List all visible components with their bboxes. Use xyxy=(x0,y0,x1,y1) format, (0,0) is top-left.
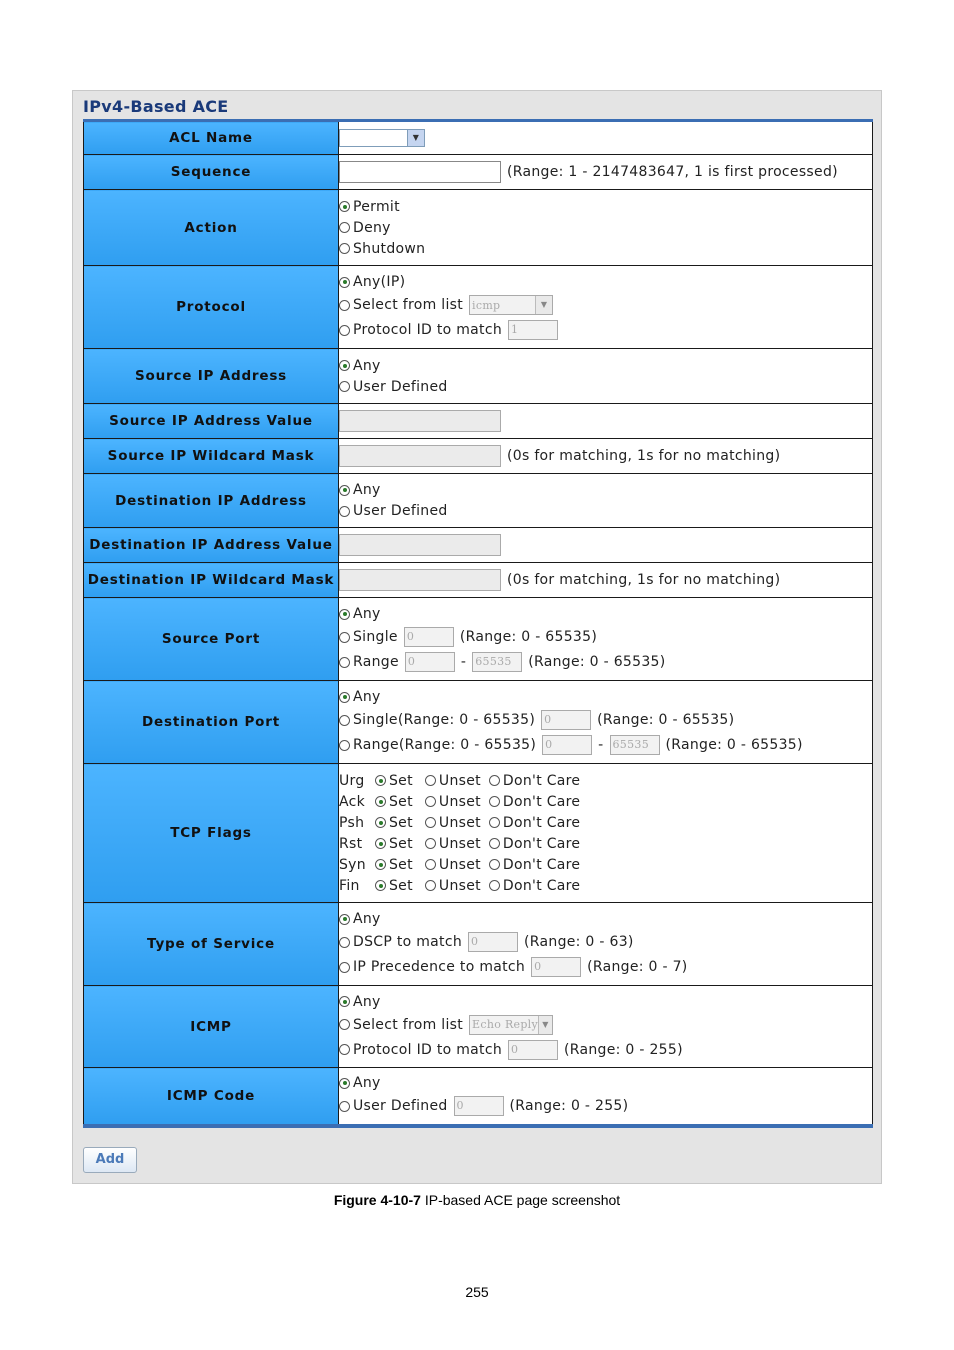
source-port-single-radio[interactable] xyxy=(339,632,350,643)
tcp-flag-urg-set-radio[interactable] xyxy=(375,775,386,786)
tcp-flag-syn-unset-radio[interactable] xyxy=(425,859,436,870)
source-port-range-hint: (Range: 0 - 65535) xyxy=(528,654,666,670)
row-icmp xyxy=(84,986,873,1068)
tos-dscp-label: DSCP to match xyxy=(353,934,463,950)
icmp-code-user-radio[interactable] xyxy=(339,1101,350,1112)
tos-label: Type of Service xyxy=(84,903,339,986)
action-deny-label: Deny xyxy=(353,219,391,236)
icmp-list-radio[interactable] xyxy=(339,1019,350,1030)
tcp-flag-name-urg: Urg xyxy=(339,772,365,789)
tcp-flag-name-fin: Fin xyxy=(339,877,360,894)
protocol-any-label: Any(IP) xyxy=(353,274,406,290)
dest-ip-any-label: Any xyxy=(353,482,381,498)
tcp-flag-set-label: Set xyxy=(389,772,413,789)
dest-port-range-hint: (Range: 0 - 65535) xyxy=(665,737,803,753)
source-port-single-label: Single xyxy=(353,629,398,645)
protocol-list-radio[interactable] xyxy=(339,300,350,311)
row-dest-ip-mask xyxy=(84,563,873,598)
protocol-list-label: Select from list xyxy=(353,297,464,313)
icmp-id-label: Protocol ID to match xyxy=(353,1041,503,1058)
add-button[interactable]: Add xyxy=(83,1147,137,1173)
dest-ip-label: Destination IP Address xyxy=(84,474,339,528)
source-port-range-radio[interactable] xyxy=(339,657,350,668)
source-port-range-from-input[interactable]: 0 xyxy=(405,652,455,672)
tcp-flag-syn-dontcare-radio[interactable] xyxy=(489,859,500,870)
tcp-flag-psh-set-radio[interactable] xyxy=(375,817,386,828)
icmp-id-hint: (Range: 0 - 255) xyxy=(564,1041,683,1058)
ace-panel xyxy=(72,90,882,1184)
tcp-flag-row-syn xyxy=(339,854,872,875)
icmp-list-select[interactable] xyxy=(469,1015,553,1035)
icmp-code-user-hint: (Range: 0 - 255) xyxy=(509,1098,629,1115)
protocol-id-radio[interactable] xyxy=(339,325,350,336)
action-permit-radio[interactable] xyxy=(339,201,350,212)
row-source-ip-value xyxy=(84,404,873,439)
dest-ip-value-label: Destination IP Address Value xyxy=(84,528,339,563)
dest-port-range-label: Range(Range: 0 - 65535) xyxy=(353,737,537,753)
tcp-flag-psh-dontcare-radio[interactable] xyxy=(489,817,500,828)
action-permit-label: Permit xyxy=(353,198,400,215)
source-port-range-dash: - xyxy=(460,654,467,670)
acl-name-label: ACL Name xyxy=(84,121,339,155)
tcp-flag-set-label: Set xyxy=(389,877,413,894)
icmp-code-any-radio[interactable] xyxy=(339,1078,350,1089)
tcp-flag-set-label: Set xyxy=(389,793,413,810)
dest-ip-user-label: User Defined xyxy=(353,503,448,519)
tcp-flags-cell xyxy=(339,764,873,903)
dest-port-range-radio[interactable] xyxy=(339,740,350,751)
icmp-list-label: Select from list xyxy=(353,1016,464,1033)
protocol-id-label: Protocol ID to match xyxy=(353,322,503,338)
source-port-single-hint: (Range: 0 - 65535) xyxy=(459,629,598,645)
sequence-input[interactable] xyxy=(339,161,501,183)
source-port-single-input[interactable]: 0 xyxy=(404,627,454,647)
tos-prec-label: IP Precedence to match xyxy=(353,959,526,975)
tcp-flag-name-psh: Psh xyxy=(339,814,365,831)
protocol-any-radio[interactable] xyxy=(339,277,350,288)
row-action xyxy=(84,190,873,266)
source-ip-any-radio[interactable] xyxy=(339,360,350,371)
tcp-flag-dontcare-label: Don't Care xyxy=(502,877,581,894)
source-port-range-to-input[interactable]: 65535 xyxy=(472,652,522,672)
source-ip-user-radio[interactable] xyxy=(339,381,350,392)
tcp-flags-label: TCP Flags xyxy=(84,764,339,903)
source-port-range-label: Range xyxy=(353,654,399,670)
dest-port-single-input[interactable]: 0 xyxy=(541,710,591,730)
tcp-flag-dontcare-label: Don't Care xyxy=(502,793,581,810)
tcp-flag-name-syn: Syn xyxy=(339,856,366,873)
protocol-label: Protocol xyxy=(84,266,339,349)
protocol-id-input[interactable]: 1 xyxy=(508,320,558,340)
tos-dscp-radio[interactable] xyxy=(339,937,350,948)
protocol-list-value: icmp xyxy=(472,298,501,312)
tcp-flag-fin-unset-radio[interactable] xyxy=(425,880,436,891)
acl-name-select[interactable] xyxy=(339,129,425,147)
chevron-down-icon: ▼ xyxy=(538,1016,552,1034)
dest-port-label: Destination Port xyxy=(84,681,339,764)
source-ip-value-input[interactable] xyxy=(339,410,501,432)
row-source-ip xyxy=(84,349,873,404)
tcp-flag-syn-set-radio[interactable] xyxy=(375,859,386,870)
dest-port-single-radio[interactable] xyxy=(339,715,350,726)
icmp-any-radio[interactable] xyxy=(339,996,350,1007)
row-sequence xyxy=(84,155,873,190)
protocol-list-select[interactable] xyxy=(469,295,553,315)
tcp-flag-rst-unset-radio[interactable] xyxy=(425,838,436,849)
tcp-flag-name-rst: Rst xyxy=(339,835,363,852)
tcp-flag-row-rst xyxy=(339,833,872,854)
source-ip-mask-label: Source IP Wildcard Mask xyxy=(84,439,339,474)
row-source-ip-mask xyxy=(84,439,873,474)
panel-title: IPv4-Based ACE xyxy=(83,97,229,116)
icmp-code-any-label: Any xyxy=(353,1075,381,1092)
tcp-flag-set-label: Set xyxy=(389,856,413,873)
dest-port-range-to-input[interactable]: 65535 xyxy=(610,735,660,755)
row-dest-port xyxy=(84,681,873,764)
source-ip-mask-hint: (0s for matching, 1s for no matching) xyxy=(507,448,781,464)
icmp-id-radio[interactable] xyxy=(339,1044,350,1055)
tcp-flag-rst-dontcare-radio[interactable] xyxy=(489,838,500,849)
source-port-any-radio[interactable] xyxy=(339,609,350,620)
chevron-down-icon: ▼ xyxy=(535,296,552,314)
icmp-any-label: Any xyxy=(353,993,381,1010)
dest-ip-any-radio[interactable] xyxy=(339,485,350,496)
tcp-flag-unset-label: Unset xyxy=(438,856,481,873)
dest-port-single-label: Single(Range: 0 - 65535) xyxy=(353,712,536,728)
figure-caption xyxy=(0,1192,954,1208)
tcp-flag-urg-unset-radio[interactable] xyxy=(425,775,436,786)
row-dest-ip xyxy=(84,474,873,528)
tos-prec-hint: (Range: 0 - 7) xyxy=(587,959,688,975)
tcp-flag-dontcare-label: Don't Care xyxy=(502,814,581,831)
tcp-flag-dontcare-label: Don't Care xyxy=(502,835,581,852)
source-ip-user-label: User Defined xyxy=(353,378,448,395)
tcp-flag-fin-dontcare-radio[interactable] xyxy=(489,880,500,891)
source-port-any-label: Any xyxy=(353,606,381,622)
figure-caption-prefix: Figure 4-10-7 xyxy=(333,1192,421,1208)
action-deny-radio[interactable] xyxy=(339,222,350,233)
source-ip-any-label: Any xyxy=(353,357,381,374)
source-ip-mask-input[interactable] xyxy=(339,445,501,467)
action-shutdown-radio[interactable] xyxy=(339,243,350,254)
icmp-code-label: ICMP Code xyxy=(84,1068,339,1126)
dest-port-range-from-input[interactable]: 0 xyxy=(542,735,592,755)
row-acl-name xyxy=(84,121,873,155)
tos-prec-input[interactable]: 0 xyxy=(531,957,581,977)
tcp-flag-name-ack: Ack xyxy=(339,793,366,810)
dest-ip-mask-hint: (0s for matching, 1s for no matching) xyxy=(507,572,781,588)
tcp-flag-dontcare-label: Don't Care xyxy=(502,856,581,873)
tos-any-label: Any xyxy=(353,911,381,927)
tos-dscp-input[interactable]: 0 xyxy=(468,932,518,952)
icmp-code-user-label: User Defined xyxy=(353,1098,448,1115)
dest-ip-value-input[interactable] xyxy=(339,534,501,556)
tcp-flag-unset-label: Unset xyxy=(438,814,481,831)
tcp-flag-row-urg xyxy=(339,770,872,791)
row-dest-ip-value xyxy=(84,528,873,563)
row-icmp-code xyxy=(84,1068,873,1126)
tcp-flag-unset-label: Unset xyxy=(438,877,481,894)
sequence-hint: (Range: 1 - 2147483647, 1 is first processed) xyxy=(507,164,838,180)
tcp-flag-row-fin xyxy=(339,875,872,896)
tcp-flag-psh-unset-radio[interactable] xyxy=(425,817,436,828)
row-tos xyxy=(84,903,873,986)
sequence-label: Sequence xyxy=(84,155,339,190)
source-ip-value-label: Source IP Address Value xyxy=(84,404,339,439)
tcp-flag-fin-set-radio[interactable] xyxy=(375,880,386,891)
dest-ip-user-radio[interactable] xyxy=(339,506,350,517)
icmp-id-input[interactable]: 0 xyxy=(508,1040,558,1060)
tcp-flag-ack-unset-radio[interactable] xyxy=(425,796,436,807)
dest-ip-mask-label: Destination IP Wildcard Mask xyxy=(84,563,339,598)
tcp-flag-unset-label: Unset xyxy=(438,772,481,789)
icmp-label: ICMP xyxy=(84,986,339,1068)
ace-form-table xyxy=(83,119,873,1128)
tos-prec-radio[interactable] xyxy=(339,962,350,973)
tcp-flag-row-ack xyxy=(339,791,872,812)
action-shutdown-label: Shutdown xyxy=(353,240,426,257)
source-ip-label: Source IP Address xyxy=(84,349,339,404)
tos-any-radio[interactable] xyxy=(339,914,350,925)
tcp-flag-set-label: Set xyxy=(389,814,413,831)
icmp-code-user-input[interactable]: 0 xyxy=(454,1096,504,1116)
row-source-port xyxy=(84,598,873,681)
dest-port-any-radio[interactable] xyxy=(339,692,350,703)
tcp-flag-ack-dontcare-radio[interactable] xyxy=(489,796,500,807)
tcp-flag-row-psh xyxy=(339,812,872,833)
dest-port-single-hint: (Range: 0 - 65535) xyxy=(597,712,735,728)
page-number: 255 xyxy=(465,1284,489,1300)
tcp-flag-ack-set-radio[interactable] xyxy=(375,796,386,807)
tcp-flag-rst-set-radio[interactable] xyxy=(375,838,386,849)
row-protocol xyxy=(84,266,873,349)
chevron-down-icon: ▼ xyxy=(407,130,424,146)
row-tcp-flags xyxy=(84,764,873,903)
tcp-flag-unset-label: Unset xyxy=(438,835,481,852)
tcp-flag-unset-label: Unset xyxy=(438,793,481,810)
tos-dscp-hint: (Range: 0 - 63) xyxy=(524,934,634,950)
dest-port-range-dash: - xyxy=(598,737,604,753)
action-label: Action xyxy=(84,190,339,266)
figure-caption-text: IP-based ACE page screenshot xyxy=(420,1192,621,1208)
source-port-label: Source Port xyxy=(84,598,339,681)
tcp-flag-set-label: Set xyxy=(389,835,413,852)
tcp-flag-urg-dontcare-radio[interactable] xyxy=(489,775,500,786)
tcp-flag-dontcare-label: Don't Care xyxy=(502,772,581,789)
dest-port-any-label: Any xyxy=(353,689,381,705)
dest-ip-mask-input[interactable] xyxy=(339,569,501,591)
icmp-list-value: Echo Reply xyxy=(472,1018,539,1031)
